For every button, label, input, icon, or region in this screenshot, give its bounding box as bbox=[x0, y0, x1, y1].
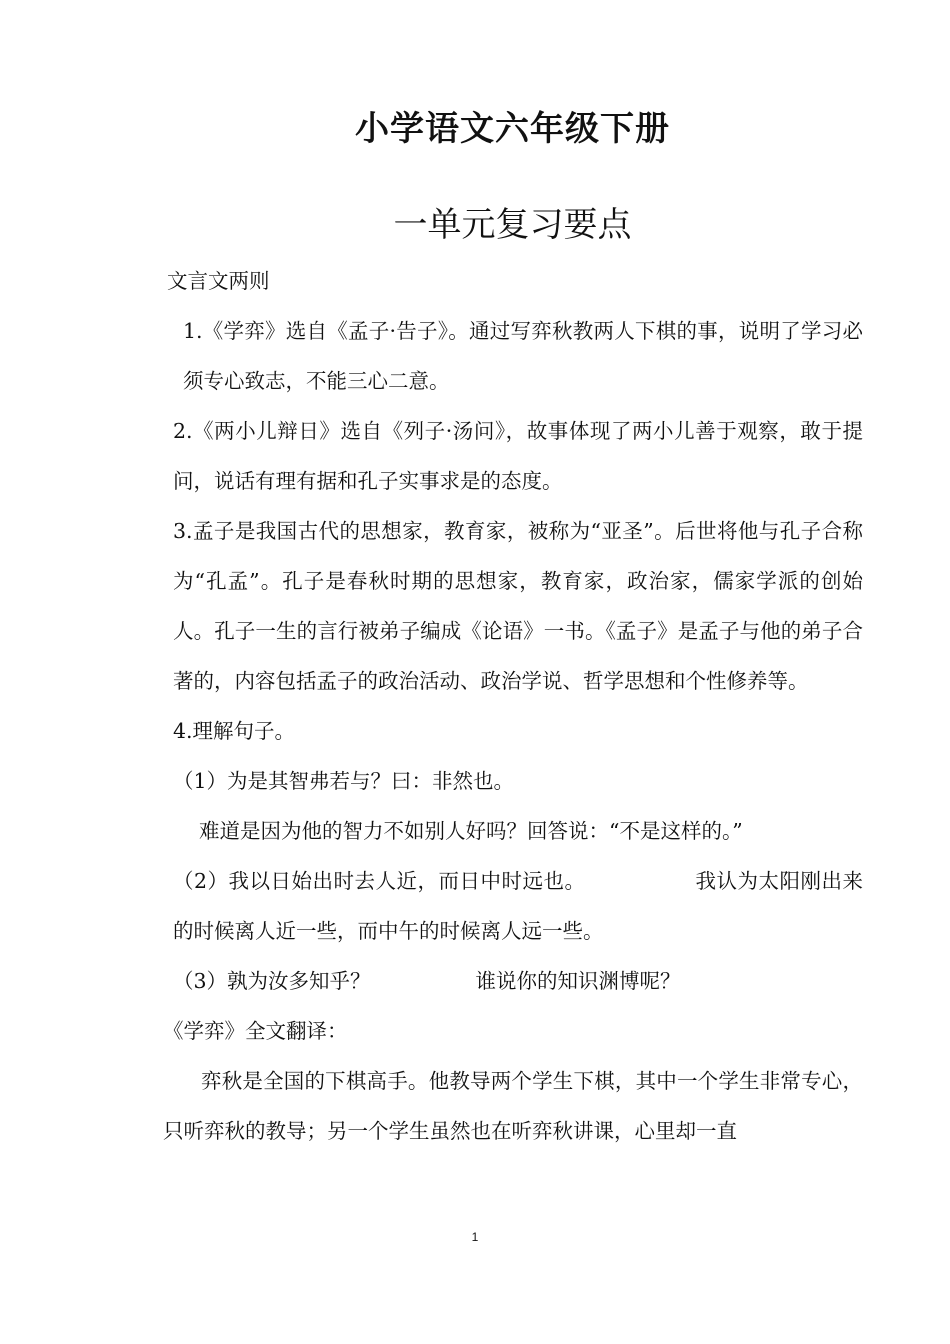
paragraph-item-4: 4.理解句子。 bbox=[173, 719, 296, 743]
translation-text: 弈秋是全国的下棋高手。他教导两个学生下棋，其中一个学生非常专心，只听弈秋的教导；另一个学生虽然也在听弈秋讲课，心里却一直 bbox=[163, 1069, 863, 1143]
document-title: 小学语文六年级下册 bbox=[355, 109, 670, 149]
paragraph-item-1: 1.《学弈》选自《孟子·告子》。通过写弈秋教两人下棋的事，说明了学习必须专心致志，不能三心二意。 bbox=[183, 319, 863, 393]
section-heading: 文言文两则 bbox=[167, 269, 270, 293]
sentence-answer-2: 我认为太阳刚出来的时候离人近一些，而中午的时候离人远一些。 bbox=[173, 869, 864, 943]
document-body bbox=[163, 256, 863, 1156]
sentence-answer-3: 谁说你的知识渊博呢？ bbox=[475, 969, 681, 993]
page-number: 1 bbox=[471, 1230, 479, 1244]
sentence-question-1: （1）为是其智弗若与？曰：非然也。 bbox=[173, 769, 515, 793]
document-subtitle: 一单元复习要点 bbox=[393, 205, 632, 245]
sentence-answer-1: 难道是因为他的智力不如别人好吗？回答说：“不是这样的。” bbox=[199, 819, 743, 843]
paragraph-item-3: 3.孟子是我国古代的思想家，教育家，被称为“亚圣”。后世将他与孔子合称为“孔孟”。孔子是春秋时期的思想家，教育家，政治家，儒家学派的创始人。孔子一生的言行被弟子编成《论语》一书。《孟子》是孟子与他的弟子合著的，内容包括孟子的政治活动、政治学说、哲学思想和个性修养等。 bbox=[173, 519, 863, 693]
paragraph-item-2: 2.《两小儿辩日》选自《列子·汤问》，故事体现了两小儿善于观察，敢于提问，说话有理有据和孔子实事求是的态度。 bbox=[173, 419, 863, 493]
sentence-question-2: （2）我以日始出时去人近，而日中时远也。 bbox=[173, 869, 586, 893]
sentence-block-3 bbox=[163, 956, 863, 1006]
sentence-question-3: （3）孰为汝多知乎？ bbox=[173, 969, 371, 993]
translation-heading: 《学弈》全文翻译： bbox=[163, 1019, 348, 1043]
sentence-block-2 bbox=[163, 856, 863, 956]
